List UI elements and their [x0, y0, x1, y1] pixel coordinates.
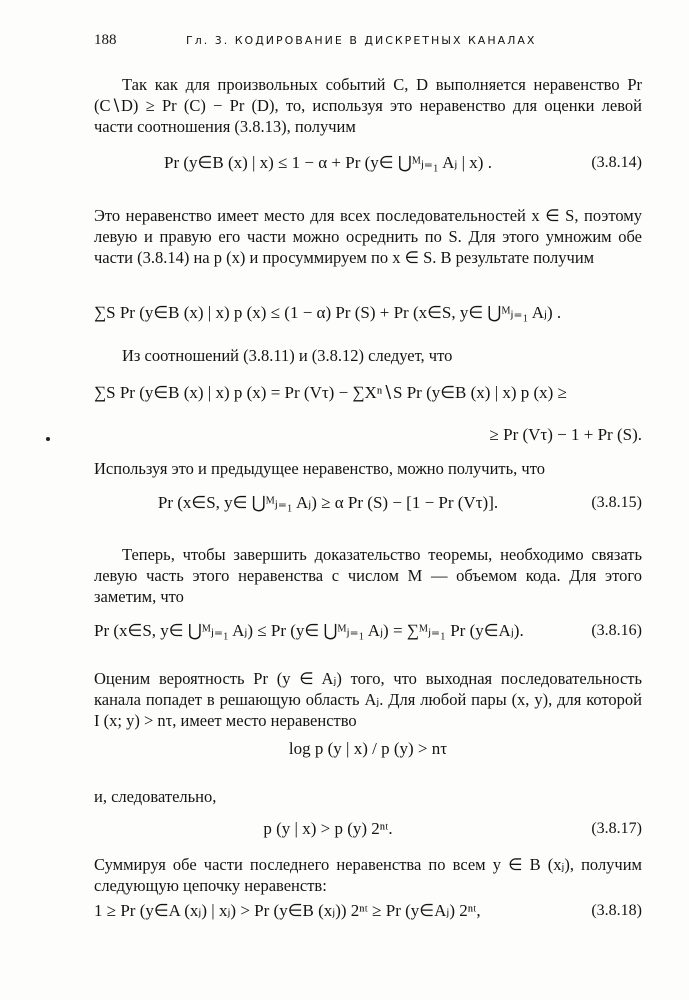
equation-3-8-17 — [94, 812, 642, 846]
paragraph-8: Суммируя обе части последнего неравенства по всем y ∈ B (xⱼ), получим следующую цепочку неравенств: — [94, 855, 642, 895]
equation-number: (3.8.14) — [591, 154, 642, 171]
equation-body: p (y | x) > p (y) 2ⁿᵗ. — [263, 819, 393, 838]
paragraph-4: Используя это и предыдущее неравенство, можно получить, что — [94, 459, 545, 478]
equation-number: (3.8.18) — [591, 902, 642, 919]
equation-body: Pr (x∈S, y∈ ⋃ᴹⱼ₌₁ Aⱼ) ≤ Pr (y∈ ⋃ᴹⱼ₌₁ Aⱼ) = ∑ᴹⱼ₌₁ Pr (y∈Aⱼ). — [94, 621, 524, 640]
equation-body: Pr (y∈B (x) | x) ≤ 1 − α + Pr (y∈ ⋃ᴹⱼ₌₁ Aⱼ | x) . — [164, 153, 492, 172]
equation-body: ∑S Pr (y∈B (x) | x) p (x) ≤ (1 − α) Pr (S) + Pr (x∈S, y∈ ⋃ᴹⱼ₌₁ Aⱼ) . — [94, 303, 562, 322]
equation-number: (3.8.16) — [591, 622, 642, 639]
running-title: Гл. 3. КОДИРОВАНИЕ В ДИСКРЕТНЫХ КАНАЛАХ — [186, 34, 537, 47]
equation-body: 1 ≥ Pr (y∈A (xⱼ) | xⱼ) > Pr (y∈B (xⱼ)) 2ⁿᵗ ≥ Pr (y∈Aⱼ) 2ⁿᵗ, — [94, 901, 481, 920]
equation-log-ratio — [94, 732, 642, 766]
running-header — [94, 28, 642, 50]
equation-chain-line-2 — [94, 418, 642, 452]
equation-body: Pr (x∈S, y∈ ⋃ᴹⱼ₌₁ Aⱼ) ≥ α Pr (S) − [1 − Pr (Vτ)]. — [157, 493, 499, 512]
equation-body: ≥ Pr (Vτ) − 1 + Pr (S). — [489, 425, 642, 444]
equation-chain-line-1 — [94, 376, 642, 410]
paragraph-6: Оценим вероятность Pr (y ∈ Aⱼ) того, что выходная последовательность канала попадет в решающую область Aⱼ. Для любой пары (x, y), для которой I (x; y) > nτ, имеет место неравенство — [94, 669, 642, 730]
equation-3-8-14 — [94, 146, 642, 180]
equation-averaged — [94, 296, 642, 330]
equation-3-8-18 — [94, 894, 642, 928]
equation-body: ∑S Pr (y∈B (x) | x) p (x) = Pr (Vτ) − ∑Xⁿ∖S Pr (y∈B (x) | x) p (x) ≥ — [94, 383, 567, 402]
equation-number: (3.8.15) — [591, 494, 642, 511]
equation-3-8-16 — [94, 614, 642, 648]
paragraph-1: Так как для произвольных событий C, D выполняется неравенство Pr (C∖D) ≥ Pr (C) − Pr (D), то, используя это неравенство для оценки левой части соотношения (3.8.13), получим — [94, 75, 642, 136]
equation-body: log p (y | x) / p (y) > nτ — [288, 739, 448, 758]
page-number: 188 — [94, 32, 117, 48]
equation-number: (3.8.17) — [591, 820, 642, 837]
paragraph-2: Это неравенство имеет место для всех последовательностей x ∈ S, поэтому левую и правую его части можно осреднить по S. Для этого умножим обе части (3.8.14) на p (x) и просуммируем по x ∈ S. В результате получим — [94, 206, 642, 267]
equation-3-8-15 — [94, 486, 642, 520]
margin-mark — [46, 437, 50, 441]
paragraph-5: Теперь, чтобы завершить доказательство теоремы, необходимо связать левую часть этого неравенства с числом M — объемом кода. Для этого заметим, что — [94, 545, 642, 606]
paragraph-3: Из соотношений (3.8.11) и (3.8.12) следует, что — [122, 346, 453, 365]
paragraph-7: и, следовательно, — [94, 787, 217, 806]
